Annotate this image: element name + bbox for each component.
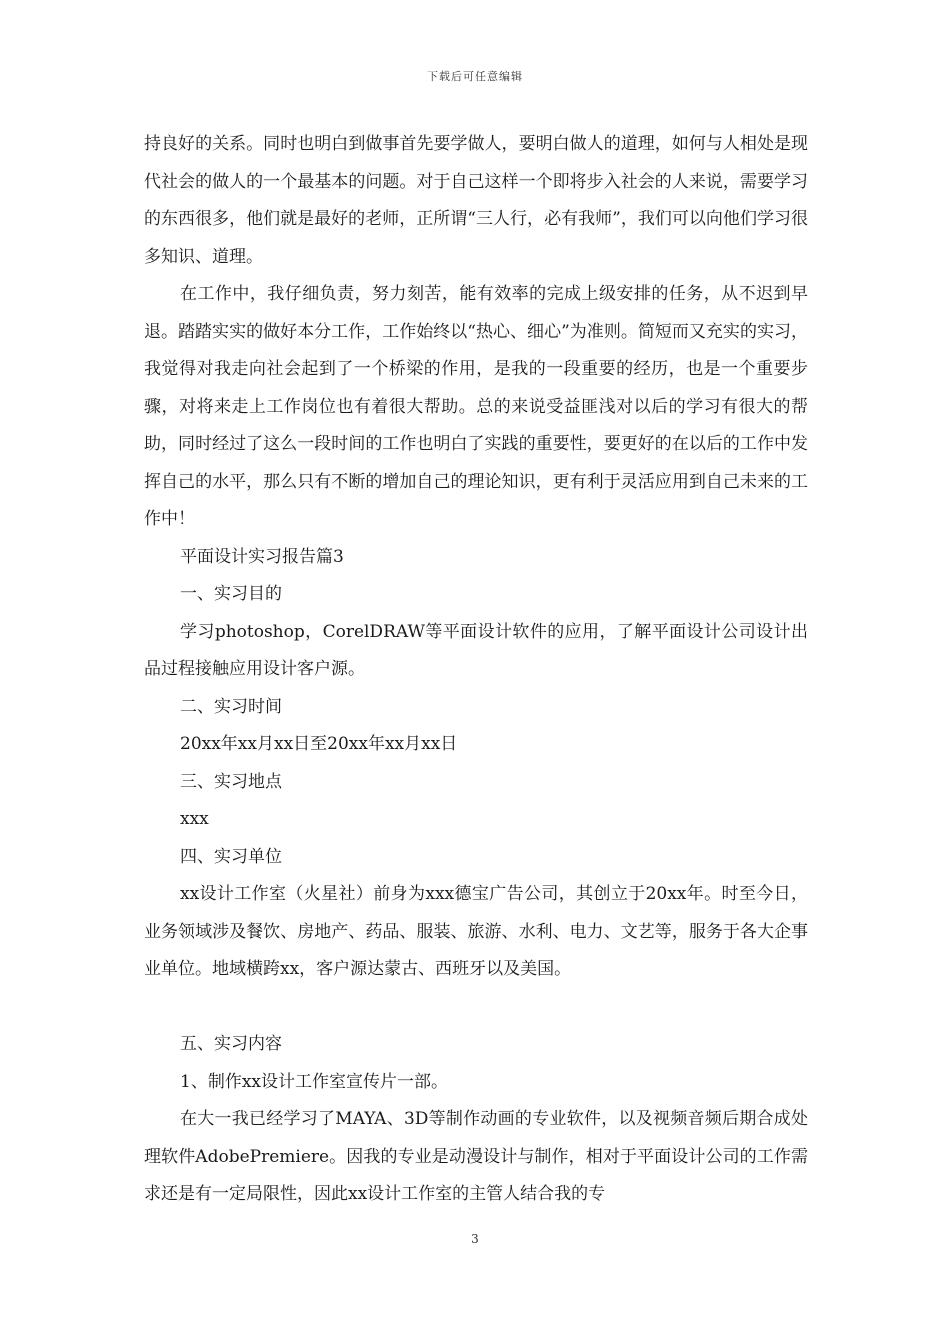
paragraph-purpose: 学习photoshop，CorelDRAW等平面设计软件的应用，了解平面设计公司设计出品过程接触应用设计客户源。 [144,621,808,679]
heading-location: 三、实习地点 [180,771,282,792]
heading-purpose: 一、实习目的 [180,584,282,604]
paragraph-continuation: 持良好的关系。同时也明白到做事首先要学做人，要明白做人的道理，如何与人相处是现代社会的做人的一个最基本的问题。对于自己这样一个即将步入社会的人来说，需要学习的东西很多，他们就是最好的老师，正所谓“三人行，必有我师”，我们可以向他们学习很多知识、道理。 [144,134,808,267]
list-item-1: 1、制作xx设计工作室宣传片一部。 [180,1071,448,1092]
blank-line [144,989,808,1027]
heading-time: 二、实习时间 [180,696,282,717]
document-body [144,126,808,1214]
paragraph-time: 20xx年xx月xx日至20xx年xx月xx日 [180,734,458,754]
paragraph-work-summary: 在工作中，我仔细负责，努力刻苦，能有效率的完成上级安排的任务，从不迟到早退。踏踏实实的做好本分工作，工作始终以“热心、细心”为准则。简短而又充实的实习，我觉得对我走向社会起到了一个桥梁的作用，是我的一段重要的经历，也是一个重要步骤，对将来走上工作岗位也有着很大帮助。总的来说受益匪浅对以后的学习有很大的帮助，同时经过了这么一段时间的工作也明白了实践的重要性，要更好的在以后的工作中发挥自己的水平，那么只有不断的增加自己的理论知识，更有利于灵活应用到自己未来的工作中！ [144,284,808,529]
section-title: 平面设计实习报告篇3 [180,546,344,567]
paragraph-content: 在大一我已经学习了MAYA、3D等制作动画的专业软件，以及视频音频后期合成处理软件AdobePremiere。因我的专业是动漫设计与制作，相对于平面设计公司的工作需求还是有一定局限性，因此xx设计工作室的主管人结合我的专 [144,1109,808,1204]
page-header: 下载后可任意编辑 [427,70,523,83]
heading-content: 五、实习内容 [180,1034,282,1054]
page-number: 3 [471,1232,479,1246]
paragraph-unit: xx设计工作室（火星社）前身为xxx德宝广告公司，其创立于20xx年。时至今日，业务领域涉及餐饮、房地产、药品、服装、旅游、水利、电力、文艺等，服务于各大企事业单位。地域横跨xx，客户源达蒙古、西班牙以及美国。 [144,884,808,979]
paragraph-location: xxx [180,809,209,829]
heading-unit: 四、实习单位 [180,846,282,867]
